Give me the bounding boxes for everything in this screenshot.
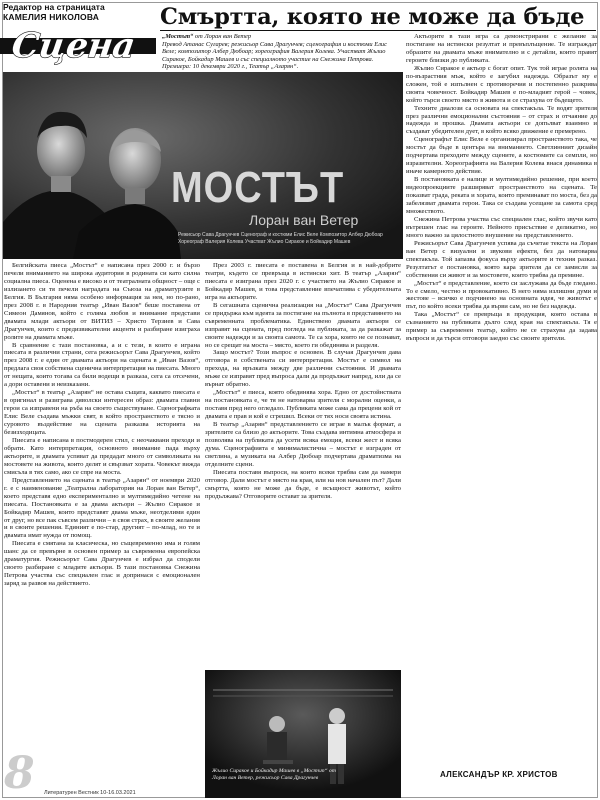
article-author: АЛЕКСАНДЪР КР. ХРИСТОВ [440, 770, 558, 779]
paragraph: Пиесата е написана в постмодерен стил, с неочаквани преходи и обрати. Като интерпретация, основното внимание пада върху актьорите, и двамата успяват да предадат много от символиката на мостовете на живота, които делят и свързват хората. Човекът виждa смисъла в тях само, ако се спре на моста. [4, 436, 200, 476]
section-badge [0, 26, 156, 66]
paragraph: Режисьорът Сава Драгунчев успява да съчетае текста на Лоран ван Ветер с визуални и звукови ефекти, без да натоварва спектакъла. Той запазва фокуса върху актьорите и техния разказ. Резултатът е постановка, която кара зрителя да се замисли за собствения си живот и за мостовете, които трябва да премине. [406, 239, 597, 279]
article-column-2 [205, 262, 401, 667]
hero-caption-line-1: Режисьор Сава Драгунчев Сценограф и костюми Елис Веле Композитор Албер Дюбоар [178, 232, 383, 238]
section-label: Сцена [9, 26, 138, 66]
editor-role: Редактор на страницата [3, 2, 105, 12]
hero-caption-line-2: Хореограф Валерия Колева Участват Жълио Сиракое и Бойкадир Машев [178, 239, 351, 245]
hero-photo [3, 72, 403, 259]
paragraph: Сценографът Елис Веле е организирал пространството така, че мостът да бъде в центъра на вниманието. Светлинният дизайн подчертава преходите между сцените, а костюмите са семпли, но изразителни. Хореографията на Валерия Колева внася динамика в иначе камерното действие. [406, 136, 597, 176]
paragraph: Пиесата поставя въпроси, на които всеки трябва сам да намери отговор. Дали мостът е място на края, или на нов начален път? Дали смъртта, която не може да бъде, е всъщност животът, който продължава? Отговорите остават за зрителя. [205, 468, 401, 500]
paragraph: „Мостът“ в театър „Азарян“ не остава същата, каквато пиесата е в оригинал и разиграва дяволски интересен образ: двамата главни герои са изправени на ръба на своето съществуване. Сценографката Елис Веле създава мъжки свят, в който пространството е тясно и суровото въздействие на сцената разказва историята на безизходицата. [4, 389, 200, 437]
paragraph: В постановката е налице и мултимедийно решение, при което видеопроекциите разширяват пространството на сцената. Те показват града, реката и хората, които преминават по моста, без да забелязват двамата герои. Така се създава усещане за самота сред множеството. [406, 176, 597, 215]
credits-play-title: „Мостът“ [162, 33, 194, 40]
article-column-1 [4, 262, 200, 742]
editor-credit [3, 2, 153, 22]
paragraph: В сегашната сценична реализация на „Мостът“ Сава Драгунчев се придържа към идеята за постигане на пълнота в представянето на съвременната проблематика. Единствено двамата актьори се изправят на сцената, пред погледа на публиката, за да разкажат за своите надежди и за своята самота. Те са хора, които не се познават, но се срещат на моста – място, което ги обединява и разделя. [205, 301, 401, 349]
paragraph: Представлението на сцената в театър „Азарян“ от ноември 2020 г. е с наименование „Театрална лаборатория на Лоран ван Ветер“, което представя едно експериментално и мултимедийно четене на пиесата. Постановката е за двама актьори – Жълио Сиракое и Бойкадир Машев, които представят двама мъже, неотделими един от друг, но все пак съвсем различни – в своя страх, в своите желания и в своите решения. Единият е по-стар, другият – по-млад, но те и двамата имат нужда от помощ. [4, 476, 200, 540]
paragraph: „Мостът“ е пиеса, която обединява хора. Едно от достойнствата на постановката е, че тя не натоварва зрителя с морални оценки, а поставя пред него огледало. Публиката може сама да прецени кой от двамата е прав и кой е сгрешил. Всеки от тях носи своята истина. [205, 389, 401, 421]
paragraph: През 2003 г. пиесата е поставена в Белгия и в най-добрите театри, където се превръща в истински хит. В театър „Азарян“ пиесата е изиграна през 2020 г. с участието на Жълио Сиракое и Бойкадир Машев, и това представление впечатлява с убедителната игра на актьорите. [205, 262, 401, 301]
paragraph: Техните диалози са основата на спектакъла. Те водят зрителя през различни емоционални състояния – от страх и отчаяние до надежда и прошка. Двамата актьори се допълват взаимно и създават убедителен дует, в който всяко движение е премерено. [406, 104, 597, 136]
paragraph: Пиесата е смятана за класическа, но същевременно има и голям шанс да се превърне в основен пример за съвременна европейска драматургия. Режисьорът Сава Драгунчев е избрал да сподели своето разбиране с младите актьори. В тази постановка Снежина Петрова участва със специален глас и допринася с емоционален заряд за развоя на действието. [4, 540, 200, 588]
article-column-3 [406, 33, 597, 765]
paragraph: „Мостът“ е представление, което си заслужава да бъде гледано. То е смело, честно и провокативно. В него няма излишни думи и жестове – всичко е подчинено на основната идея, че животът е път, по който всеки трябва да върви сам, но не без надежда. [406, 279, 597, 311]
publication-line: Литературен Вестник 10-16.03.2021 [44, 790, 136, 796]
stage-photo-caption: Жълио Сиракое и Бойкадир Машев в „Мостът“ от Лоран ван Ветер, режисьор Сава Драгунчев [212, 768, 336, 781]
credits-author: от Лоран ван Ветер [193, 33, 252, 40]
hero-play-title: МОСТЪТ [171, 163, 345, 213]
hero-author: Лоран ван Ветер [249, 212, 359, 228]
paragraph: Снежина Петрова участва със специален глас, който звучи като вътрешен глас на героите. Нейното присъствие е деликатно, но много важно за цялостното внушение на представлението. [406, 215, 597, 239]
credits-premiere: Премиера: 10 декември 2020 г., Театър „Азарян“. [162, 63, 299, 71]
credits-team: Превод Атанас Сугарев; режисьор Сава Драгунчев; сценография и костюми Елис Веле; композитор Албер Дюбоар; хореография Валерия Колева. Участват Жълио Сиракое, Бойкадир Машев и със специалното участие на Снежина Петрова. [162, 40, 387, 63]
production-credits [162, 33, 400, 71]
paragraph: Актьорите в тази игра са демонстрирани с желание за постигане на истински резултат и превъплъщение. Те изграждат образите на двамата мъже внимателно и с детайли, които правят героите близки до публиката. [406, 33, 597, 64]
paragraph: Така „Мостът“ се превръща в продукция, която остава в съзнанието на публиката дълго след края на спектакъла. Тя е пример за съвременен театър, който не се страхува да задава въпроси и да търси отговори заедно със своите зрители. [406, 311, 597, 343]
headline-rule [160, 30, 596, 31]
paragraph: Защо мостът? Този въпрос е основен. В случая Драгунчев дава отговора в собствената си интерпретация. Мостът е символ на прехода, на връзката между две различни състояния. И двамата мъже се изправят пред въпроса дали да продължат напред, или да се върнат обратно. [205, 349, 401, 389]
paragraph: В сравнение с тази постановка, а и с тези, в които е играна пиесата в различни страни, сега режисьорът Сава Драгунчев, който през 2008 г. е един от двамата актьори на сцената в „Иван Вазов“, предлага своя собствена сценична интерпретация на пиесата. Много от нещата, които тогава са били водещи в разказа, сега са отсечени, а дори оставени и неизказани. [4, 341, 200, 389]
article-headline: Смъртта, която не може да бъде [160, 4, 585, 30]
editor-name: КАМЕЛИЯ НИКОЛОВА [3, 12, 100, 22]
paragraph: В театър „Азарян“ представлението се играе в малък формат, а зрителите са близо до актьорите. Това създава интимна атмосфера и позволява на публиката да усети всяка емоция, всеки жест и всяка дума. Сценографията е минималистична – мостът е изграден от светлина, а музиката на Албер Дюбоар подчертава драматизма на отделните сцени. [205, 421, 401, 468]
paragraph: Белгийската пиеса „Мостът“ е написана през 2000 г. и бързо печели вниманието на широка аудитория в родината си като силна социална пиеса. Оценена е високо и от театралната общност – още с излизането си тя печели наградата на Съюза на драматурзите в Белгия. В България няма особено информация за нея, но по-рано, през 2008 г. в Народния театър „Иван Вазов“ беше поставена от Симеон Дамянов, който с голяма любов и внимание представи двамата млади актьори от ВИТИЗ – Христо Терзиев и Сава Драгунчев, които с предизвикателни акценти и разбиране изиграха ролите на двамата мъже. [4, 262, 200, 341]
page-number: 8 [4, 748, 35, 799]
paragraph: Жълио Сиракое е актьор с богат опит. Тук той играе ролята на по-възрастния мъж, който е загубил надежда. Образът му е сложен, той е изпълнен с противоречия и постепенно разкрива своята човечност. Бойкадир Машев е по-младият герой – човек, който търси своето място в живота и се страхува от бъдещето. [406, 64, 597, 104]
